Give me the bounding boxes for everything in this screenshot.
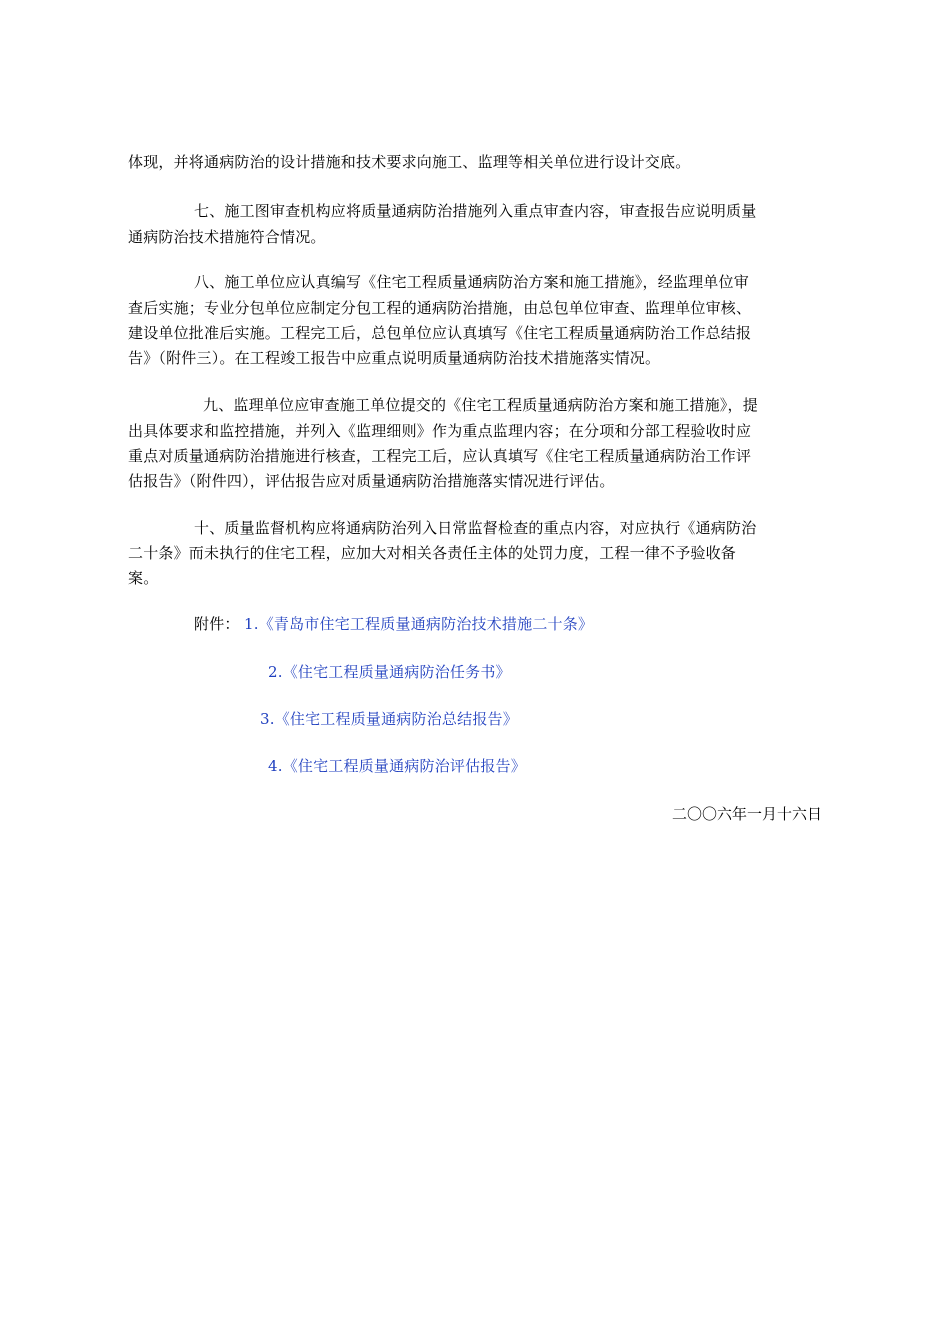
paragraph-9-line-2: 出具体要求和监控措施，并列入《监理细则》作为重点监理内容；在分项和分部工程验收时应: [128, 422, 752, 440]
attachment-link-1[interactable]: 1.《青岛市住宅工程质量通病防治技术措施二十条》: [244, 615, 594, 633]
paragraph-10-line-1: 十、质量监督机构应将通病防治列入日常监督检查的重点内容，对应执行《通病防治: [194, 519, 757, 537]
paragraph-9-line-1: 九、监理单位应审查施工单位提交的《住宅工程质量通病防治方案和施工措施》，提: [203, 396, 758, 414]
paragraph-8-line-3: 建设单位批准后实施。工程完工后，总包单位应认真填写《住宅工程质量通病防治工作总结报: [128, 324, 752, 342]
attachment-link-4[interactable]: 4.《住宅工程质量通病防治评估报告》: [268, 757, 526, 775]
paragraph-7-line-1: 七、施工图审查机构应将质量通病防治措施列入重点审查内容，审查报告应说明质量: [194, 202, 757, 220]
attachment-link-3[interactable]: 3.《住宅工程质量通病防治总结报告》: [260, 710, 518, 728]
document-date: 二〇〇六年一月十六日: [671, 805, 822, 823]
paragraph-10-line-2: 二十条》而未执行的住宅工程，应加大对相关各责任主体的处罚力度，工程一律不予验收备: [128, 544, 737, 562]
paragraph-8-line-1: 八、施工单位应认真编写《住宅工程质量通病防治方案和施工措施》，经监理单位审: [194, 273, 749, 291]
paragraph-9-line-3: 重点对质量通病防治措施进行核查，工程完工后，应认真填写《住宅工程质量通病防治工作评: [128, 447, 752, 465]
paragraph-10-line-3: 案。: [128, 569, 159, 587]
attachments-label: 附件：: [194, 615, 240, 633]
paragraph-9-line-4: 估报告》（附件四），评估报告应对质量通病防治措施落实情况进行评估。: [128, 472, 615, 490]
intro-line: 体现，并将通病防治的设计措施和技术要求向施工、监理等相关单位进行设计交底。: [128, 153, 691, 171]
paragraph-8-line-4: 告》（附件三）。在工程竣工报告中应重点说明质量通病防治技术措施落实情况。: [128, 349, 661, 367]
paragraph-8-line-2: 查后实施；专业分包单位应制定分包工程的通病防治措施，由总包单位审查、监理单位审核、: [128, 299, 752, 317]
attachment-link-2[interactable]: 2.《住宅工程质量通病防治任务书》: [268, 663, 511, 681]
paragraph-7-line-2: 通病防治技术措施符合情况。: [128, 228, 326, 246]
